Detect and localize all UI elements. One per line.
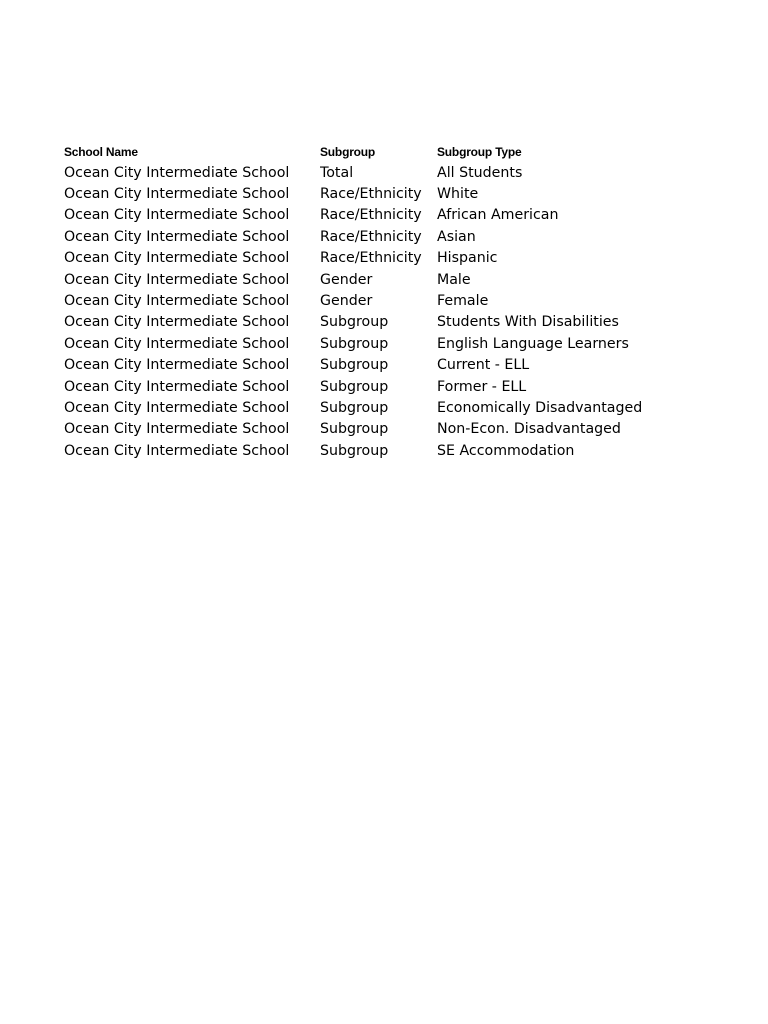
header-subgroup: Subgroup [320,144,376,159]
school-name-cell: Ocean City Intermediate School [64,164,290,181]
subgroup-cell: Subgroup [320,335,389,352]
subgroup-cell: Gender [320,293,373,310]
table-row [64,440,697,461]
subgroup-cell: Subgroup [320,399,389,416]
subgroup-type-cell: Students With Disabilities [437,314,619,331]
data-table [64,141,697,461]
school-name-cell: Ocean City Intermediate School [64,314,290,331]
subgroup-cell: Subgroup [320,421,389,438]
school-name-cell: Ocean City Intermediate School [64,228,290,245]
subgroup-type-cell: Female [437,293,489,310]
subgroup-type-cell: SE Accommodation [437,442,575,459]
school-name-cell: Ocean City Intermediate School [64,250,290,267]
subgroup-type-cell: All Students [437,164,523,181]
school-name-cell: Ocean City Intermediate School [64,421,290,438]
header-subgroup-type: Subgroup Type [437,144,522,159]
subgroup-type-cell: Current - ELL [437,357,530,374]
subgroup-cell: Total [320,164,354,181]
school-name-cell: Ocean City Intermediate School [64,335,290,352]
school-name-cell: Ocean City Intermediate School [64,293,290,310]
table-row [64,248,697,269]
table-row [64,419,697,440]
table-row [64,355,697,376]
table-row [64,226,697,247]
subgroup-cell: Subgroup [320,442,389,459]
subgroup-type-cell: Male [437,271,471,288]
school-name-cell: Ocean City Intermediate School [64,271,290,288]
table-row [64,183,697,204]
subgroup-cell: Race/Ethnicity [320,228,422,245]
subgroup-cell: Gender [320,271,373,288]
table-row [64,162,697,183]
table-header-row [64,141,697,162]
subgroup-type-cell: African American [437,207,559,224]
table-row [64,290,697,311]
subgroup-cell: Subgroup [320,357,389,374]
subgroup-type-cell: Non-Econ. Disadvantaged [437,421,621,438]
subgroup-cell: Race/Ethnicity [320,186,422,203]
subgroup-type-cell: Former - ELL [437,378,527,395]
school-name-cell: Ocean City Intermediate School [64,399,290,416]
subgroup-cell: Subgroup [320,314,389,331]
header-school-name: School Name [64,144,138,159]
subgroup-type-cell: Asian [437,228,476,245]
school-name-cell: Ocean City Intermediate School [64,357,290,374]
table-row [64,397,697,418]
table-row [64,205,697,226]
subgroup-type-cell: English Language Learners [437,335,629,352]
subgroup-cell: Subgroup [320,378,389,395]
table-body [64,162,697,461]
school-name-cell: Ocean City Intermediate School [64,378,290,395]
school-name-cell: Ocean City Intermediate School [64,207,290,224]
school-name-cell: Ocean City Intermediate School [64,442,290,459]
subgroup-cell: Race/Ethnicity [320,207,422,224]
subgroup-cell: Race/Ethnicity [320,250,422,267]
subgroup-type-cell: White [437,186,479,203]
subgroup-type-cell: Hispanic [437,250,498,267]
table-row [64,333,697,354]
school-name-cell: Ocean City Intermediate School [64,186,290,203]
table-row [64,376,697,397]
table-row [64,269,697,290]
table-row [64,312,697,333]
subgroup-type-cell: Economically Disadvantaged [437,399,643,416]
